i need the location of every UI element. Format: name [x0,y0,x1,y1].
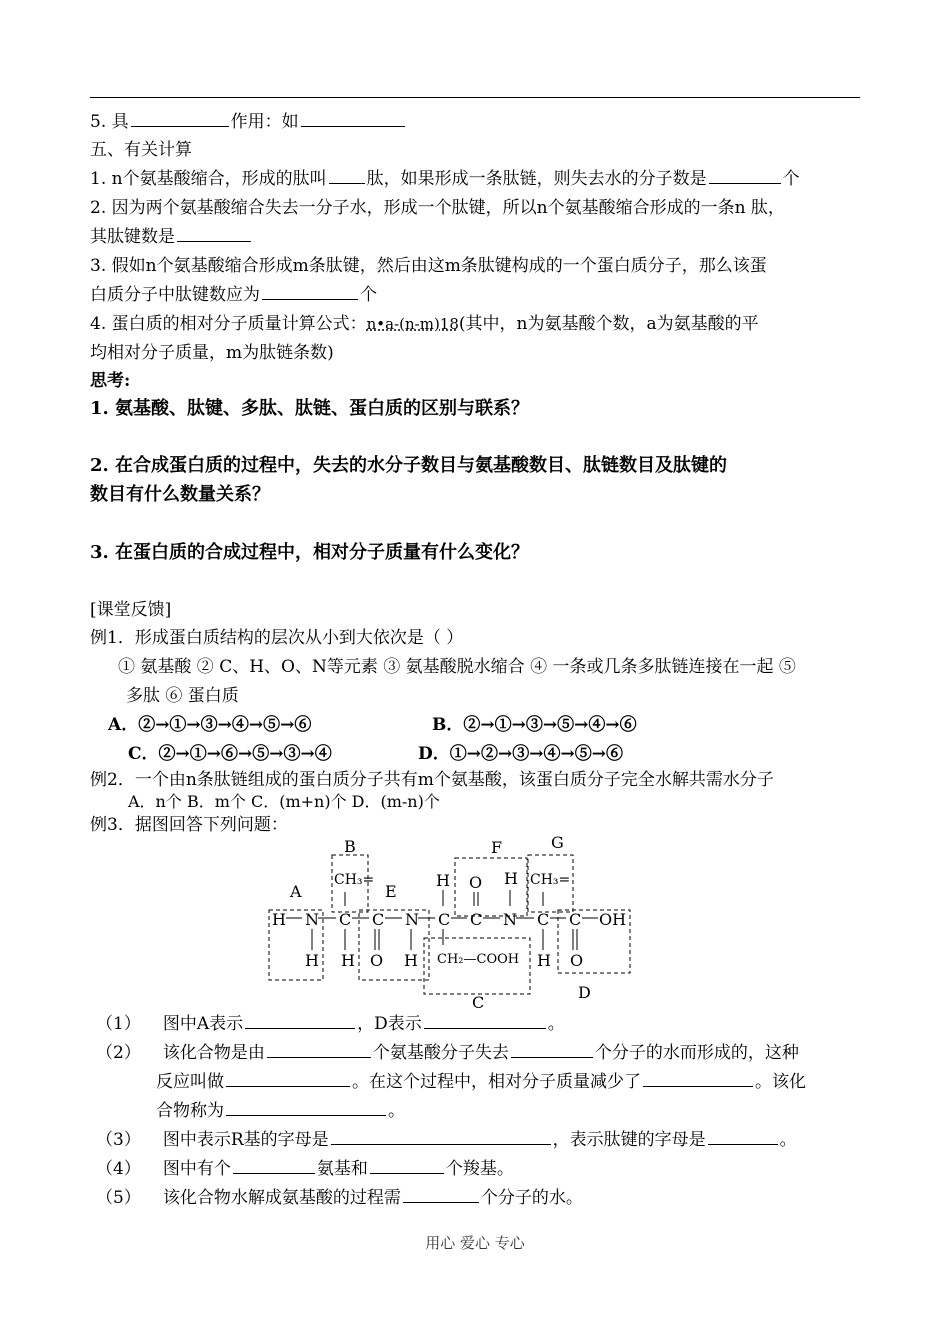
atom-h-c5: H [537,951,551,970]
q3-line: （3） 图中表示R基的字母是 ，表示肽键的字母是 。 [96,1130,797,1150]
atom-o-f: O [469,873,483,892]
atom-o-d: O [570,951,584,970]
ex2-question: 例2．一个由n条肽链组成的蛋白质分子共有m个氨基酸，该蛋白质分子完全水解共需水分子 [90,770,774,790]
atom-c5: C [537,910,550,929]
q2-line3: 合物称为 。 [156,1101,405,1121]
q4-line: （4） 图中有个 氨基和 个羧基。 [96,1159,514,1179]
label-f: F [491,838,503,857]
ex2-options: A．n个 B．m个 C．(m+n)个 D．(m-n)个 [128,792,440,811]
think-q1: 1. 氨基酸、肽键、多肽、肽链、蛋白质的区别与联系？ [90,398,530,419]
page-footer: 用心 爱心 专心 [425,1234,525,1252]
section-title-calc: 五、有关计算 [90,140,192,160]
label-d: D [578,983,591,1002]
atom-n3: N [503,910,517,929]
atom-c3: C [438,910,451,929]
calc-4-line1: 4. 蛋白质的相对分子质量计算公式：n•a-(n-m)18(其中，n为氨基酸个数，a为氨基酸的平 [90,314,759,334]
atom-h1: H [272,910,286,929]
q2-line1: （2） 该化合物是由 个氨基酸分子失去 个分子的水而形成的，这种 [96,1043,799,1063]
q1-line: （1） 图中A表示 ，D表示 。 [96,1014,565,1034]
think-q3: 3. 在蛋白质的合成过程中，相对分子质量有什么变化？ [90,542,530,563]
line-s5: 5. 具 作用：如 [90,110,407,134]
label-b: B [344,837,356,856]
think-title: 思考: [90,371,131,391]
ex1-option-c: C．②→①→⑥→⑤→③→④ [128,744,332,764]
think-q2-line1: 2. 在合成蛋白质的过程中，失去的水分子数目与氨基酸数目、肽链数目及肽键的 [90,455,728,476]
atom-h-n2: H [404,951,418,970]
atom-h-c1: H [341,951,355,970]
ch2-cooh: CH₂—COOH [437,952,520,967]
ch3-b: CH₃= [334,872,375,888]
calc-2-line2: 其肽键数是 [90,225,253,249]
label-a: A [290,882,302,901]
atom-h-n1: H [305,951,319,970]
atom-c4: C [470,910,483,929]
feedback-title: [课堂反馈] [90,600,172,620]
calc-2-line1: 2. 因为两个氨基酸缩合失去一分子水，形成一个肽键，所以n个氨基酸缩合形成的一条n 肽， [90,198,785,218]
atom-c1: C [339,910,352,929]
label-g: G [551,833,564,852]
ex1-option-a: A．②→①→③→④→⑤→⑥ [108,715,312,735]
ex1-items-line1: ① 氨基酸 ② C、H、O、N等元素 ③ 氨基酸脱水缩合 ④ 一条或几条多肽链连接在一起 ⑤ [118,657,796,677]
atom-n1: N [305,910,319,929]
atom-c2: C [372,910,385,929]
ex1-option-b: B．②→①→③→⑤→④→⑥ [432,715,637,735]
atom-n2: N [405,910,419,929]
ex3-question: 例3．据图回答下列问题： [90,815,288,835]
q5-line: （5） 该化合物水解成氨基酸的过程需 个分子的水。 [96,1188,583,1208]
atom-h-c3: H [436,871,450,890]
ex1-items-line2: 多肽 ⑥ 蛋白质 [126,686,239,706]
label-c: C [472,993,485,1012]
atom-h-n3: H [504,869,518,888]
calc-3-line2: 白质分子中肽键数应为 个 [90,285,377,305]
q2-line2: 反应叫做 。在这个过程中，相对分子质量减少了 。该化 [156,1072,806,1092]
atom-o-e: O [370,951,384,970]
calc-3-line1: 3. 假如n个氨基酸缩合形成m条肽键，然后由这m条肽键构成的一个蛋白质分子，那么该蛋 [90,256,767,276]
label-e: E [385,882,397,901]
ex1-question: 例1．形成蛋白质结构的层次从小到大依次是（ ） [90,628,464,648]
ch3-g: CH₃= [530,872,571,888]
ex1-option-d: D．①→②→③→④→⑤→⑥ [418,744,623,764]
atom-c6: C [569,910,582,929]
think-q2-line2: 数目有什么数量关系？ [90,484,270,505]
atom-oh: OH [599,910,627,929]
calc-1: 1. n个氨基酸缩合，形成的肽叫 肽，如果形成一条肽链，则失去水的分子数是 个 [90,169,800,189]
calc-4-line2: 均相对分子质量，m为肽链条数) [90,343,334,363]
